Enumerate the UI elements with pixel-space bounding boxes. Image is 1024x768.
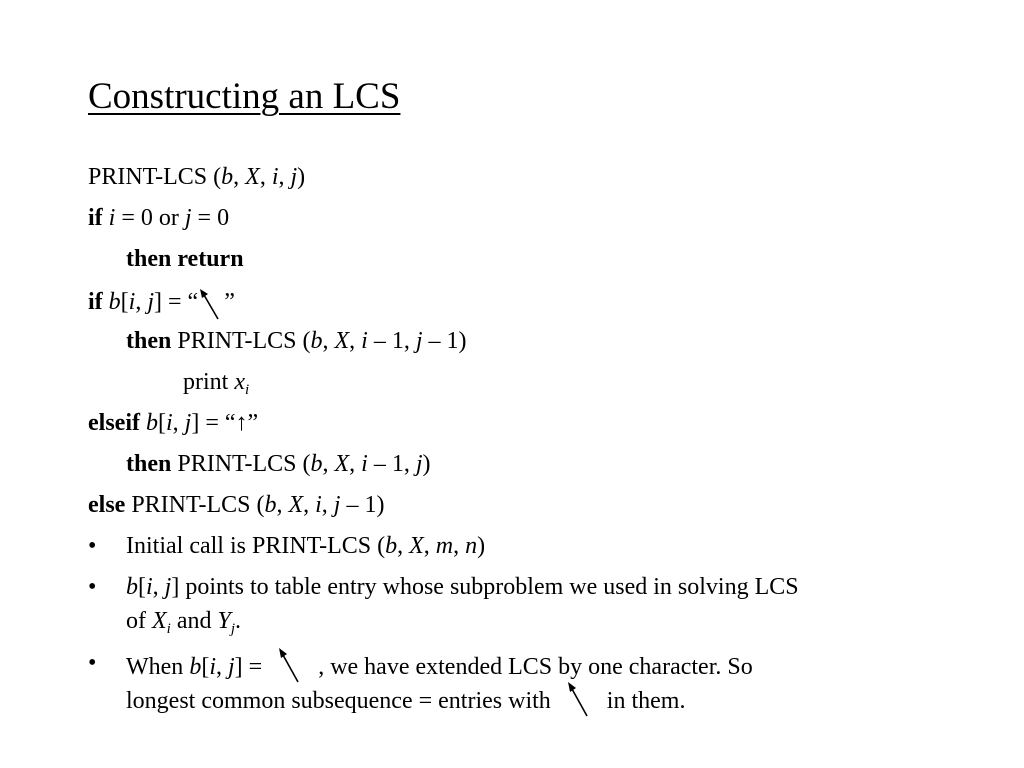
diagonal-arrow-icon <box>557 680 601 720</box>
code-line-then-return: then return <box>126 246 244 272</box>
bullet-table-entry-line2: of $X_i$ and $Y_j$. <box>126 608 242 637</box>
code-line-if: if i = 0 or j = 0 <box>88 205 230 231</box>
code-line-if-b: if b[i, j] = “ ” <box>88 285 235 323</box>
bullet-initial-call: Initial call is PRINT-LCS (b, X, m, n) <box>126 533 486 559</box>
bullet-marker: • <box>88 574 97 600</box>
bullet-extended-lcs: When b[i, j] = , we have extended LCS by one character. So <box>126 646 753 686</box>
code-line-elseif: elseif b[i, j] = “↑” <box>88 410 259 436</box>
code-line-else: else PRINT-LCS (b, X, i, j – 1) <box>88 492 385 518</box>
diagonal-arrow-icon <box>198 285 224 323</box>
code-line-then-diag: then PRINT-LCS (b, X, i – 1, j – 1) <box>126 328 467 354</box>
code-line-print: print $x_i$ <box>183 369 250 398</box>
bullet-table-entry: b[i, j] points to table entry whose subproblem we used in solving LCS <box>126 574 799 600</box>
bullet-extended-lcs-line2: longest common subsequence = entries with in them. <box>126 680 685 720</box>
up-arrow-icon: ↑ <box>235 410 248 436</box>
bullet-marker: • <box>88 650 97 676</box>
bullet-marker: • <box>88 533 97 559</box>
code-line-then-up: then PRINT-LCS (b, X, i – 1, j) <box>126 451 431 477</box>
code-line-header: PRINT-LCS (b, X, i, j) <box>88 164 306 190</box>
slide-title: Constructing an LCS <box>88 76 401 117</box>
